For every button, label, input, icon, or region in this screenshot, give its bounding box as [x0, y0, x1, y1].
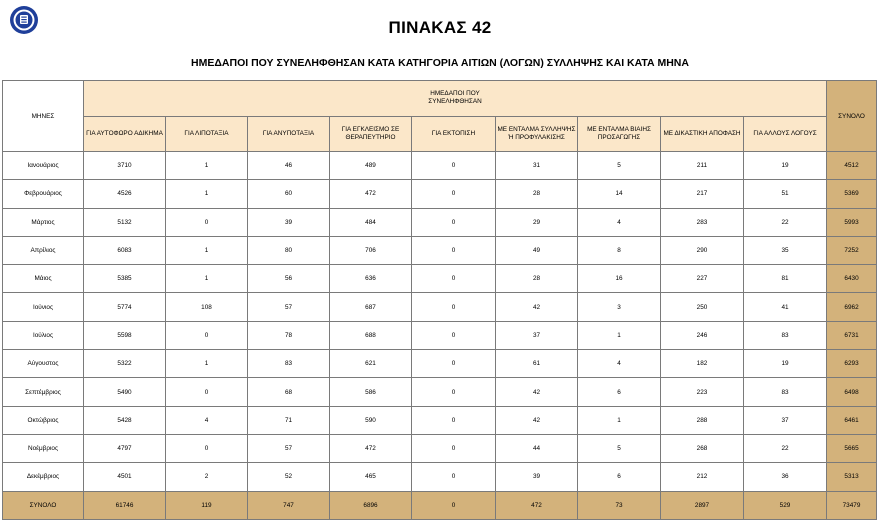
value-cell: 4 — [166, 406, 248, 434]
value-cell: 0 — [166, 208, 248, 236]
value-cell: 250 — [661, 293, 744, 321]
value-cell: 42 — [496, 406, 578, 434]
value-cell: 57 — [248, 434, 330, 462]
row-total-cell: 6461 — [827, 406, 877, 434]
table-row — [3, 293, 877, 321]
value-cell: 268 — [661, 434, 744, 462]
value-cell: 1 — [578, 321, 661, 349]
value-cell: 5322 — [84, 350, 166, 378]
column-header: ΓΙΑ ΛΙΠΟΤΑΞΙΑ — [166, 116, 248, 152]
month-cell: Οκτώβριος — [3, 406, 84, 434]
value-cell: 6083 — [84, 236, 166, 264]
column-header: ΓΙΑ ΕΚΤΟΠΙΣΗ — [412, 116, 496, 152]
value-cell: 19 — [744, 350, 827, 378]
value-cell: 14 — [578, 180, 661, 208]
value-cell: 590 — [330, 406, 412, 434]
value-cell: 484 — [330, 208, 412, 236]
value-cell: 4501 — [84, 463, 166, 491]
column-header: ΜΕ ΔΙΚΑΣΤΙΚΗ ΑΠΟΦΑΣΗ — [661, 116, 744, 152]
column-header-row — [3, 116, 877, 152]
value-cell: 0 — [412, 152, 496, 180]
value-cell: 182 — [661, 350, 744, 378]
value-cell: 8 — [578, 236, 661, 264]
value-cell: 4 — [578, 350, 661, 378]
column-total-cell: 472 — [496, 491, 578, 519]
value-cell: 36 — [744, 463, 827, 491]
group-header — [84, 81, 827, 117]
value-cell: 0 — [412, 236, 496, 264]
total-header: ΣΥΝΟΛΟ — [827, 81, 877, 152]
value-cell: 51 — [744, 180, 827, 208]
value-cell: 46 — [248, 152, 330, 180]
value-cell: 0 — [412, 434, 496, 462]
value-cell: 465 — [330, 463, 412, 491]
month-cell: Ιούλιος — [3, 321, 84, 349]
value-cell: 81 — [744, 265, 827, 293]
month-cell: Μάρτιος — [3, 208, 84, 236]
value-cell: 212 — [661, 463, 744, 491]
value-cell: 0 — [412, 293, 496, 321]
page-subtitle: ΗΜΕΔΑΠΟΙ ΠΟΥ ΣΥΝΕΛΗΦΘΗΣΑΝ ΚΑΤΑ ΚΑΤΗΓΟΡΙΑ ΑΙΤΙΩΝ (ΛΟΓΩΝ) ΣΥΛΛΗΨΗΣ ΚΑΙ ΚΑΤΑ ΜΗΝΑ — [191, 57, 689, 69]
value-cell: 246 — [661, 321, 744, 349]
table-row — [3, 406, 877, 434]
page-title: ΠΙΝΑΚΑΣ 42 — [388, 18, 492, 37]
table-row — [3, 321, 877, 349]
totals-label: ΣΥΝΟΛΟ — [3, 491, 84, 519]
value-cell: 22 — [744, 434, 827, 462]
value-cell: 108 — [166, 293, 248, 321]
row-total-cell: 6498 — [827, 378, 877, 406]
value-cell: 6 — [578, 378, 661, 406]
value-cell: 19 — [744, 152, 827, 180]
value-cell: 29 — [496, 208, 578, 236]
table-row — [3, 463, 877, 491]
value-cell: 0 — [166, 434, 248, 462]
value-cell: 0 — [166, 378, 248, 406]
value-cell: 227 — [661, 265, 744, 293]
column-header: ΜΕ ΕΝΤΑΛΜΑ ΒΙΑΙΗΣ ΠΡΟΣΑΓΩΓΗΣ — [578, 116, 661, 152]
month-cell: Σεπτέμβριος — [3, 378, 84, 406]
value-cell: 83 — [248, 350, 330, 378]
column-header: ΜΕ ΕΝΤΑΛΜΑ ΣΥΛΛΗΨΗΣ Ή ΠΡΟΦΥΛΑΚΙΣΗΣ — [496, 116, 578, 152]
value-cell: 56 — [248, 265, 330, 293]
value-cell: 49 — [496, 236, 578, 264]
row-total-cell: 5313 — [827, 463, 877, 491]
row-total-cell: 5993 — [827, 208, 877, 236]
value-cell: 489 — [330, 152, 412, 180]
row-total-cell: 6962 — [827, 293, 877, 321]
value-cell: 80 — [248, 236, 330, 264]
value-cell: 5490 — [84, 378, 166, 406]
value-cell: 0 — [412, 180, 496, 208]
value-cell: 37 — [744, 406, 827, 434]
value-cell: 60 — [248, 180, 330, 208]
column-total-cell: 747 — [248, 491, 330, 519]
value-cell: 3710 — [84, 152, 166, 180]
value-cell: 472 — [330, 434, 412, 462]
value-cell: 22 — [744, 208, 827, 236]
row-total-cell: 5369 — [827, 180, 877, 208]
value-cell: 42 — [496, 378, 578, 406]
months-header: ΜΗΝΕΣ — [3, 81, 84, 152]
column-total-cell: 61746 — [84, 491, 166, 519]
value-cell: 217 — [661, 180, 744, 208]
table-row — [3, 265, 877, 293]
value-cell: 5 — [578, 152, 661, 180]
month-cell: Απρίλιος — [3, 236, 84, 264]
month-cell: Ιούνιος — [3, 293, 84, 321]
table-row — [3, 152, 877, 180]
value-cell: 688 — [330, 321, 412, 349]
table-body — [3, 152, 877, 520]
value-cell: 290 — [661, 236, 744, 264]
value-cell: 5428 — [84, 406, 166, 434]
value-cell: 0 — [166, 321, 248, 349]
column-total-cell: 0 — [412, 491, 496, 519]
value-cell: 1 — [166, 152, 248, 180]
column-total-cell: 73 — [578, 491, 661, 519]
month-cell: Μάιος — [3, 265, 84, 293]
table-row — [3, 434, 877, 462]
value-cell: 1 — [166, 236, 248, 264]
value-cell: 61 — [496, 350, 578, 378]
value-cell: 0 — [412, 321, 496, 349]
value-cell: 1 — [166, 180, 248, 208]
value-cell: 1 — [166, 265, 248, 293]
month-cell: Ιανουάριος — [3, 152, 84, 180]
value-cell: 0 — [412, 463, 496, 491]
value-cell: 1 — [166, 350, 248, 378]
table-row — [3, 378, 877, 406]
value-cell: 0 — [412, 265, 496, 293]
month-cell: Φεβρουάριος — [3, 180, 84, 208]
value-cell: 35 — [744, 236, 827, 264]
value-cell: 83 — [744, 378, 827, 406]
column-header: ΓΙΑ ΕΓΚΛΕΙΣΜΟ ΣΕ ΘΕΡΑΠΕΥΤΗΡΙΟ — [330, 116, 412, 152]
value-cell: 52 — [248, 463, 330, 491]
value-cell: 71 — [248, 406, 330, 434]
value-cell: 5774 — [84, 293, 166, 321]
value-cell: 0 — [412, 208, 496, 236]
value-cell: 223 — [661, 378, 744, 406]
value-cell: 28 — [496, 265, 578, 293]
value-cell: 5 — [578, 434, 661, 462]
value-cell: 211 — [661, 152, 744, 180]
value-cell: 41 — [744, 293, 827, 321]
value-cell: 78 — [248, 321, 330, 349]
table-row — [3, 350, 877, 378]
value-cell: 687 — [330, 293, 412, 321]
value-cell: 39 — [496, 463, 578, 491]
value-cell: 57 — [248, 293, 330, 321]
column-total-cell: 529 — [744, 491, 827, 519]
value-cell: 5132 — [84, 208, 166, 236]
column-total-cell: 2897 — [661, 491, 744, 519]
value-cell: 4797 — [84, 434, 166, 462]
month-cell: Δεκέμβριος — [3, 463, 84, 491]
value-cell: 68 — [248, 378, 330, 406]
month-cell: Αύγουστος — [3, 350, 84, 378]
value-cell: 28 — [496, 180, 578, 208]
value-cell: 472 — [330, 180, 412, 208]
value-cell: 0 — [412, 350, 496, 378]
table-row — [3, 236, 877, 264]
value-cell: 5385 — [84, 265, 166, 293]
column-total-cell: 119 — [166, 491, 248, 519]
month-cell: Νοέμβριος — [3, 434, 84, 462]
value-cell: 1 — [578, 406, 661, 434]
value-cell: 2 — [166, 463, 248, 491]
value-cell: 4 — [578, 208, 661, 236]
value-cell: 3 — [578, 293, 661, 321]
grand-total-cell: 73479 — [827, 491, 877, 519]
row-total-cell: 6731 — [827, 321, 877, 349]
value-cell: 42 — [496, 293, 578, 321]
column-total-cell: 6896 — [330, 491, 412, 519]
value-cell: 0 — [412, 378, 496, 406]
column-header: ΓΙΑ ΑΥΤΟΦΩΡΟ ΑΔΙΚΗΜΑ — [84, 116, 166, 152]
value-cell: 31 — [496, 152, 578, 180]
value-cell: 16 — [578, 265, 661, 293]
value-cell: 0 — [412, 406, 496, 434]
row-total-cell: 6293 — [827, 350, 877, 378]
value-cell: 39 — [248, 208, 330, 236]
row-total-cell: 4512 — [827, 152, 877, 180]
value-cell: 6 — [578, 463, 661, 491]
value-cell: 636 — [330, 265, 412, 293]
value-cell: 5598 — [84, 321, 166, 349]
value-cell: 83 — [744, 321, 827, 349]
value-cell: 586 — [330, 378, 412, 406]
value-cell: 706 — [330, 236, 412, 264]
value-cell: 37 — [496, 321, 578, 349]
arrests-table — [2, 80, 877, 520]
value-cell: 283 — [661, 208, 744, 236]
value-cell: 44 — [496, 434, 578, 462]
value-cell: 4526 — [84, 180, 166, 208]
table-row — [3, 180, 877, 208]
totals-row — [3, 491, 877, 519]
column-header: ΓΙΑ ΑΝΥΠΟΤΑΞΙΑ — [248, 116, 330, 152]
column-header: ΓΙΑ ΑΛΛΟΥΣ ΛΟΓΟΥΣ — [744, 116, 827, 152]
row-total-cell: 7252 — [827, 236, 877, 264]
value-cell: 621 — [330, 350, 412, 378]
row-total-cell: 6430 — [827, 265, 877, 293]
group-header-label: ΗΜΕΔΑΠΟΙ ΠΟΥ ΣΥΝΕΛΗΦΘΗΣΑΝ — [428, 90, 482, 106]
row-total-cell: 5665 — [827, 434, 877, 462]
value-cell: 288 — [661, 406, 744, 434]
table-row — [3, 208, 877, 236]
